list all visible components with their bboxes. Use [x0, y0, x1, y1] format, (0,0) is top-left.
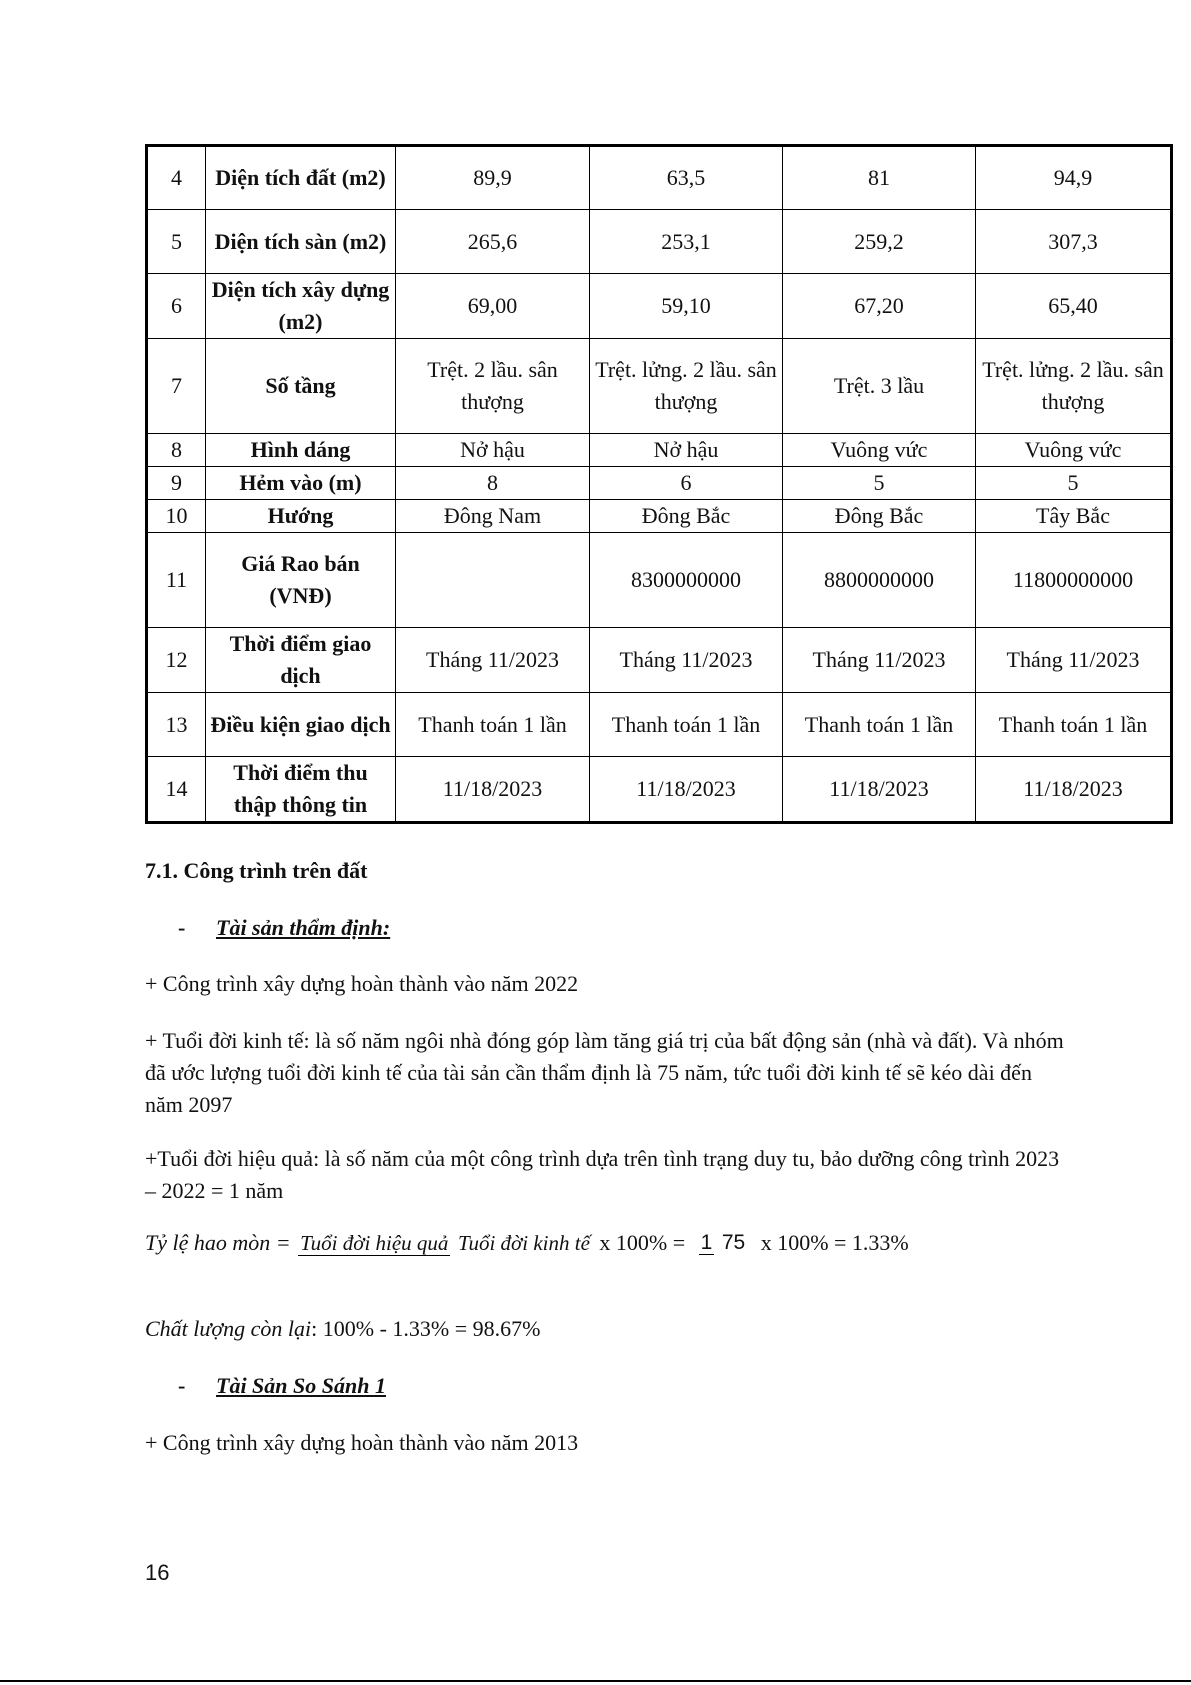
table-row	[147, 467, 1172, 500]
fraction-numerator: 1	[700, 1230, 713, 1254]
row-label: Hình dáng	[206, 434, 396, 467]
table-cell: 5	[783, 467, 976, 500]
fraction-age	[298, 1229, 592, 1257]
row-label: Diện tích đất (m2)	[206, 146, 396, 210]
table-row	[147, 339, 1172, 434]
row-number: 7	[147, 339, 206, 434]
table-cell: Vuông vức	[976, 434, 1172, 467]
table-cell: 11/18/2023	[396, 757, 590, 823]
formula-lhs: Tỷ lệ hao mòn =	[145, 1229, 291, 1255]
table-cell: 8800000000	[783, 533, 976, 628]
table-cell: Thanh toán 1 lần	[590, 693, 783, 757]
table-cell: 11/18/2023	[976, 757, 1172, 823]
section-heading: 7.1. Công trình trên đất	[145, 858, 368, 883]
table-cell: Tháng 11/2023	[396, 628, 590, 693]
table-cell: Đông Bắc	[590, 500, 783, 533]
table-row	[147, 533, 1172, 628]
paragraph-economic-life: + Tuổi đời kinh tế: là số năm ngôi nhà đóng góp làm tăng giá trị của bất động sản (nhà và đất). Và nhóm đã ước lượng tuổi đời kinh tế của tài sản cần thẩm định là 75 năm, tức tuổi đời kinh tế sẽ kéo dài đến năm 2097	[145, 1028, 1064, 1117]
table-cell: Tây Bắc	[976, 500, 1172, 533]
table-cell: 253,1	[590, 210, 783, 274]
depreciation-formula	[145, 1228, 909, 1292]
table-cell: Thanh toán 1 lần	[396, 693, 590, 757]
table-cell: Tháng 11/2023	[590, 628, 783, 693]
table-cell: Tháng 11/2023	[976, 628, 1172, 693]
fraction-value	[699, 1229, 748, 1257]
table-cell: 11/18/2023	[590, 757, 783, 823]
row-number: 11	[147, 533, 206, 628]
row-label: Điều kiện giao dịch	[206, 693, 396, 757]
table-row	[147, 146, 1172, 210]
quality-value: : 100% - 1.33% = 98.67%	[311, 1316, 541, 1341]
table-row	[147, 274, 1172, 339]
table-cell: Trệt. 3 lầu	[783, 339, 976, 434]
table-row	[147, 210, 1172, 274]
table-cell: 6	[590, 467, 783, 500]
table-row	[147, 500, 1172, 533]
quality-label: Chất lượng còn lại	[145, 1316, 312, 1341]
table-cell: Trệt. lửng. 2 lầu. sân thượng	[590, 339, 783, 434]
table-cell: 69,00	[396, 274, 590, 339]
table-cell: 11800000000	[976, 533, 1172, 628]
bullet-comparable-1	[178, 1370, 386, 1402]
paragraph-comparable-year: + Công trình xây dựng hoàn thành vào năm 2013	[145, 1430, 579, 1455]
table-cell: 81	[783, 146, 976, 210]
row-number: 6	[147, 274, 206, 339]
fraction-numerator: Tuổi đời hiệu quả	[300, 1230, 449, 1255]
paragraph-completion-year: + Công trình xây dựng hoàn thành vào năm 2022	[145, 971, 579, 996]
table-cell: Đông Nam	[396, 500, 590, 533]
bullet-dash: -	[178, 915, 186, 940]
table-row	[147, 693, 1172, 757]
row-number: 8	[147, 434, 206, 467]
fraction-denominator: 75	[721, 1230, 746, 1254]
table-cell: 11/18/2023	[783, 757, 976, 823]
table-cell	[396, 533, 590, 628]
table-cell: 8	[396, 467, 590, 500]
table-cell: Trệt. 2 lầu. sân thượng	[396, 339, 590, 434]
row-number: 4	[147, 146, 206, 210]
table-cell: Tháng 11/2023	[783, 628, 976, 693]
row-label: Diện tích xây dựng (m2)	[206, 274, 396, 339]
remaining-quality	[145, 1313, 540, 1345]
row-number: 9	[147, 467, 206, 500]
fraction-denominator: Tuổi đời kinh tế	[457, 1230, 590, 1255]
table-row	[147, 628, 1172, 693]
table-cell: 59,10	[590, 274, 783, 339]
table-cell: Vuông vức	[783, 434, 976, 467]
table-cell: 8300000000	[590, 533, 783, 628]
table-row	[147, 757, 1172, 823]
paragraph-effective-age: +Tuổi đời hiệu quả: là số năm của một công trình dựa trên tình trạng duy tu, bảo dưỡng công trình 2023 – 2022 = 1 năm	[145, 1146, 1060, 1203]
row-number: 12	[147, 628, 206, 693]
table-cell: Thanh toán 1 lần	[976, 693, 1172, 757]
row-label: Hẻm vào (m)	[206, 467, 396, 500]
formula-mid: x 100% =	[599, 1229, 686, 1255]
table-cell: Đông Bắc	[783, 500, 976, 533]
table-cell: 63,5	[590, 146, 783, 210]
bullet-title: Tài Sản So Sánh 1	[216, 1373, 386, 1398]
bullet-title: Tài sản thẩm định:	[216, 915, 391, 940]
table-cell: 259,2	[783, 210, 976, 274]
bullet-subject-property	[178, 912, 390, 944]
table-cell: 89,9	[396, 146, 590, 210]
table-row	[147, 434, 1172, 467]
page-number: 16	[145, 1560, 170, 1585]
row-label: Diện tích sàn (m2)	[206, 210, 396, 274]
comparison-table	[145, 144, 1173, 824]
table-cell: 5	[976, 467, 1172, 500]
table-cell: 265,6	[396, 210, 590, 274]
table-cell: 94,9	[976, 146, 1172, 210]
table-cell: Trệt. lửng. 2 lầu. sân thượng	[976, 339, 1172, 434]
row-label: Giá Rao bán (VNĐ)	[206, 533, 396, 628]
row-number: 14	[147, 757, 206, 823]
footer-divider	[0, 1680, 1191, 1682]
row-number: 10	[147, 500, 206, 533]
row-number: 13	[147, 693, 206, 757]
table-cell: 307,3	[976, 210, 1172, 274]
row-label: Hướng	[206, 500, 396, 533]
bullet-dash: -	[178, 1373, 186, 1398]
table-cell: 67,20	[783, 274, 976, 339]
row-label: Số tầng	[206, 339, 396, 434]
row-label: Thời điểm thu thập thông tin	[206, 757, 396, 823]
table-cell: Nở hậu	[590, 434, 783, 467]
table-cell: Nở hậu	[396, 434, 590, 467]
formula-rhs: x 100% = 1.33%	[760, 1229, 909, 1255]
row-label: Thời điểm giao dịch	[206, 628, 396, 693]
table-cell: 65,40	[976, 274, 1172, 339]
row-number: 5	[147, 210, 206, 274]
table-cell: Thanh toán 1 lần	[783, 693, 976, 757]
